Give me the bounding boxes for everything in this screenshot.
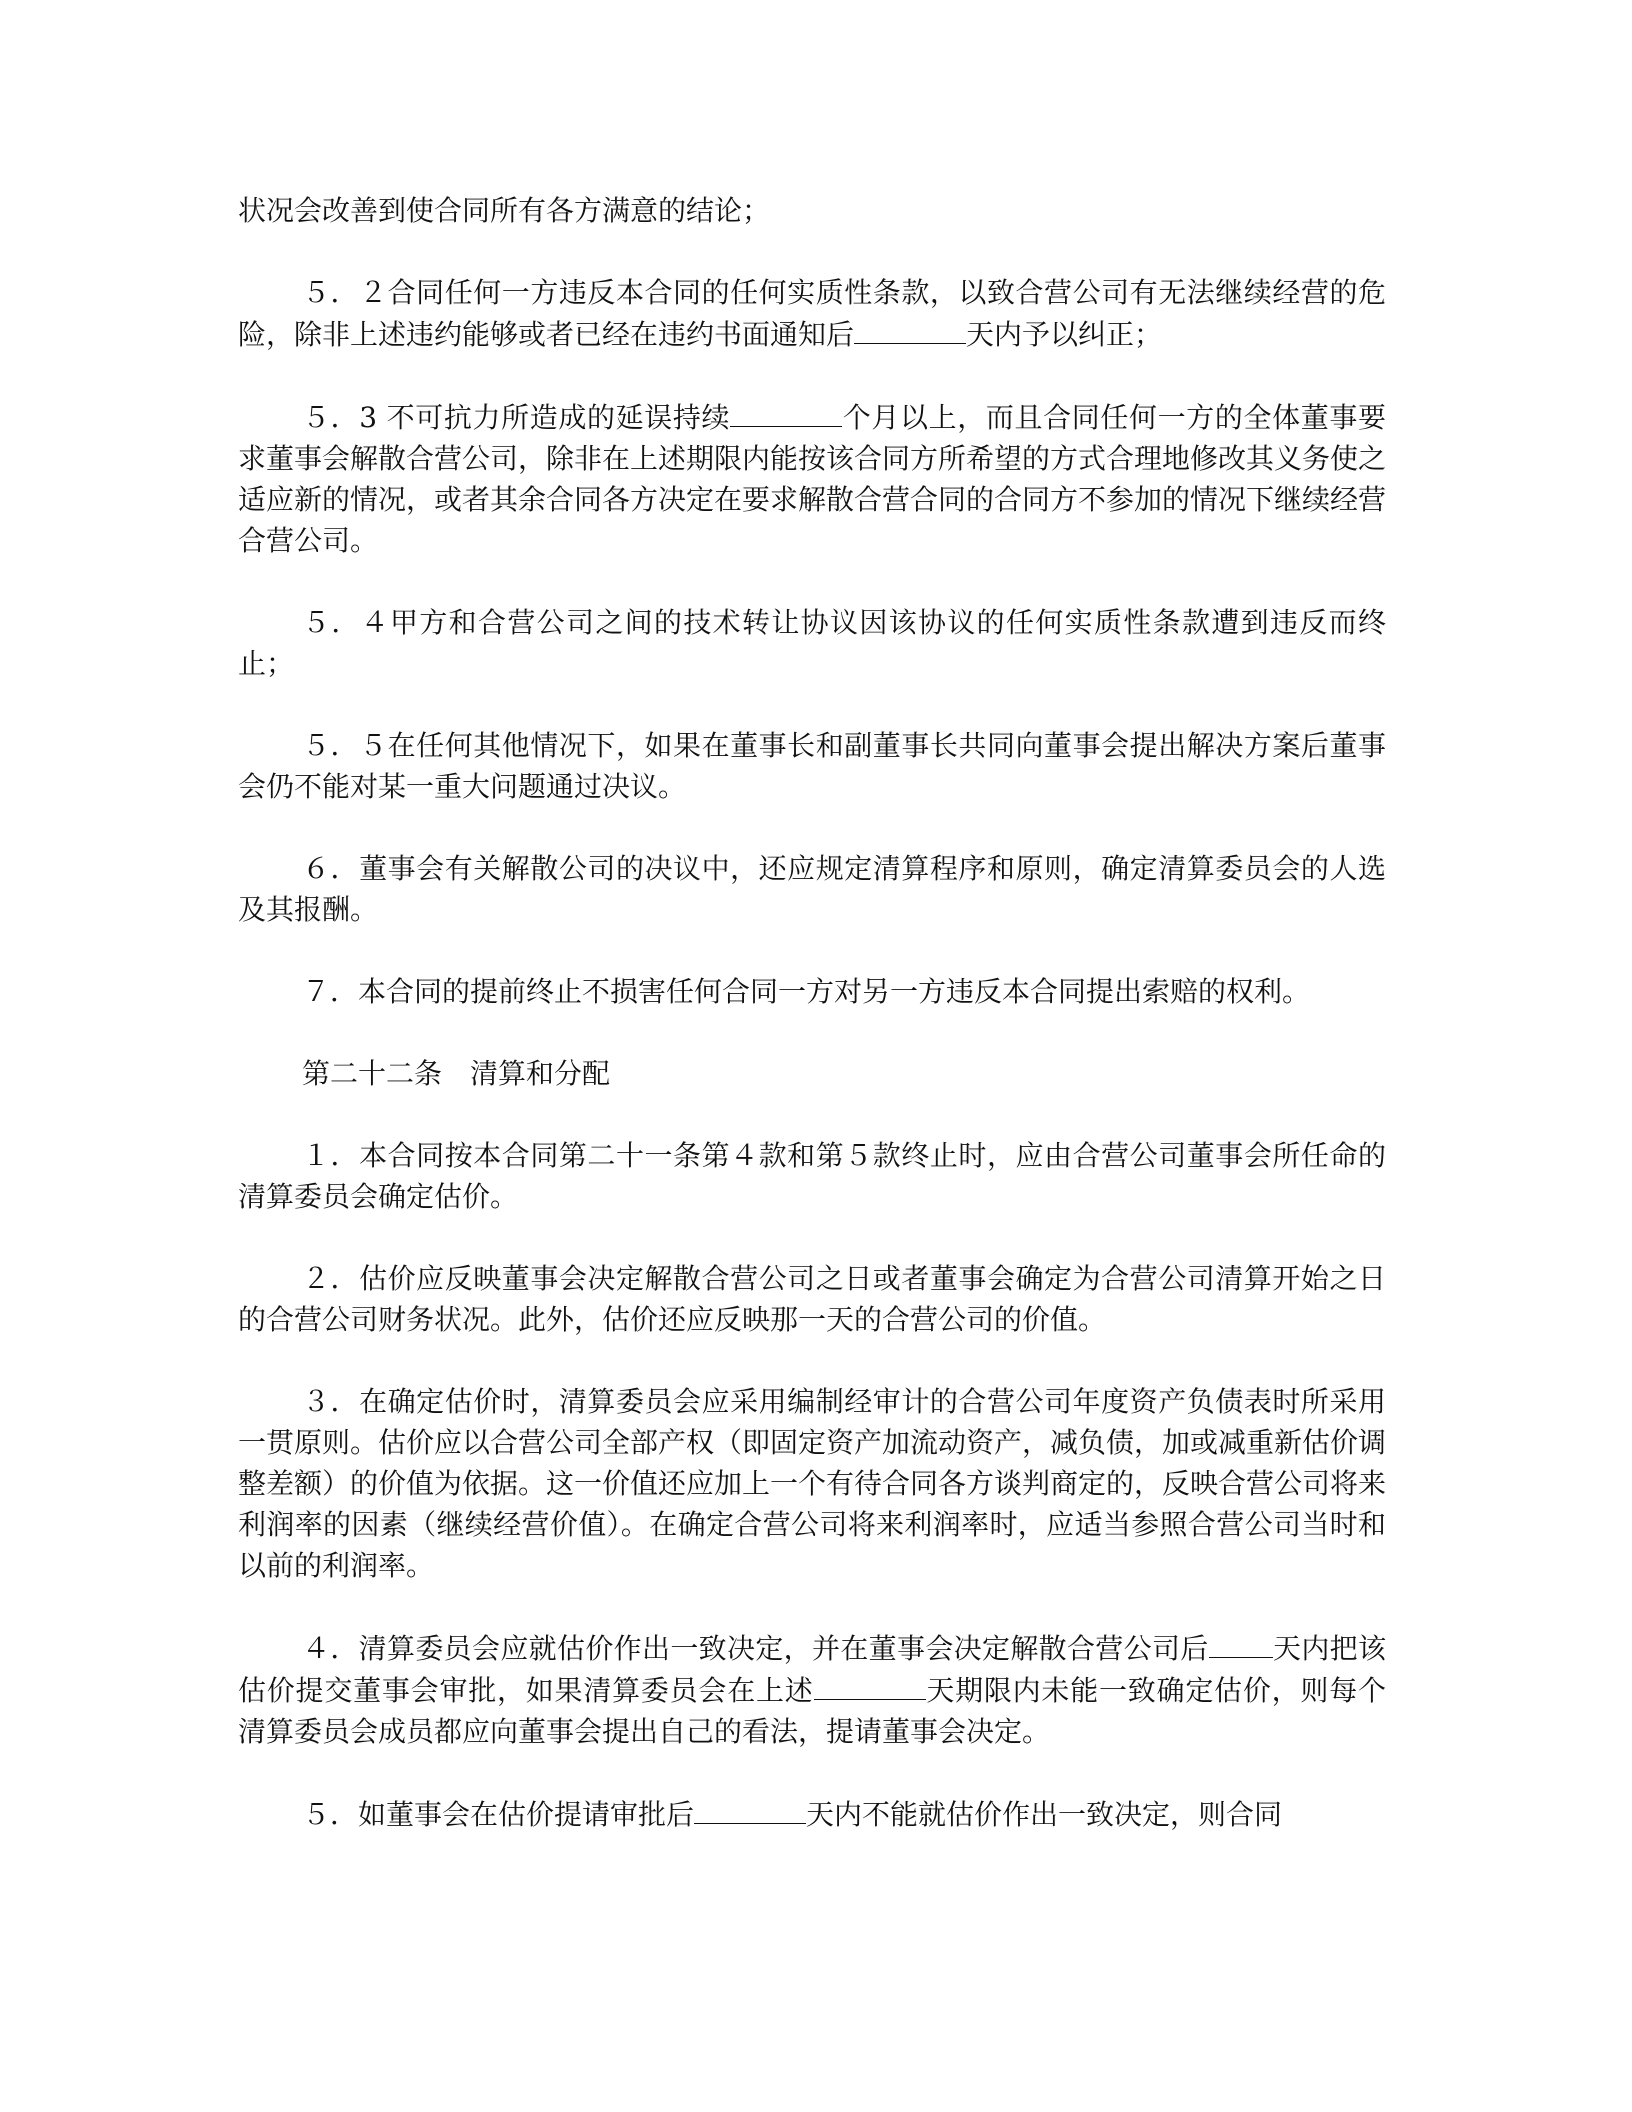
clause-5-4 <box>238 602 1386 684</box>
paragraph-text: ６．董事会有关解散公司的决议中，还应规定清算程序和原则，确定清算委员会的人选及其报酬。 <box>238 852 1386 926</box>
fill-in-blank <box>814 1669 926 1700</box>
clause-22-1 <box>238 1135 1386 1217</box>
article-heading <box>238 1053 1386 1094</box>
fill-in-blank <box>1209 1627 1273 1658</box>
clause-5-3 <box>238 396 1386 561</box>
paragraph-text: ５．如董事会在估价提请审批后 <box>302 1798 695 1831</box>
paragraph-text: 天内不能就估价作出一致决定，则合同 <box>806 1798 1283 1831</box>
fill-in-blank <box>854 313 966 344</box>
paragraph-text: ５．４甲方和合营公司之间的技术转让协议因该协议的任何实质性条款遭到违反而终止； <box>238 606 1386 680</box>
paragraph-text: 状况会改善到使合同所有各方满意的结论； <box>238 194 771 227</box>
fill-in-blank <box>730 396 842 427</box>
clause-5-5 <box>238 725 1386 807</box>
paragraph-text: 天内把该估价提交董事会审批，如果清算委员会在上述 <box>238 1632 1386 1707</box>
clause-22-3 <box>238 1381 1386 1586</box>
document-body <box>238 190 1386 1876</box>
clause-22-4 <box>238 1627 1386 1752</box>
paragraph-text: 个月以上，而且合同任何一方的全体董事要求董事会解散合营公司，除非在上述期限内能按该合同方所希望的方式合理地修改其义务使之适应新的情况，或者其余合同各方决定在要求解散合营合同的合同方不参加的情况下继续经营合营公司。 <box>238 401 1387 557</box>
paragraph-text: ３．在确定估价时，清算委员会应采用编制经审计的合营公司年度资产负债表时所采用一贯原则。估价应以合营公司全部产权（即固定资产加流动资产，减负债，加或减重新估价调整差额）的价值为依据。这一价值还应加上一个有待合同各方谈判商定的，反映合营公司将来利润率的因素（继续经营价值）。在确定合营公司将来利润率时，应适当参照合营公司当时和以前的利润率。 <box>238 1385 1387 1582</box>
paragraph-continuation <box>238 190 1386 231</box>
paragraph-text: ５．２合同任何一方违反本合同的任何实质性条款，以致合营公司有无法继续经营的危险，除非上述违约能够或者已经在违约书面通知后 <box>238 276 1386 351</box>
paragraph-text: 天内予以纠正； <box>966 318 1163 351</box>
clause-6 <box>238 848 1386 930</box>
paragraph-text: ７．本合同的提前终止不损害任何合同一方对另一方违反本合同提出索赔的权利。 <box>302 975 1311 1008</box>
paragraph-text: ５．3 不可抗力所造成的延误持续 <box>302 401 731 434</box>
fill-in-blank <box>694 1793 806 1824</box>
clause-22-2 <box>238 1258 1386 1340</box>
paragraph-text: ５．５在任何其他情况下，如果在董事长和副董事长共同向董事会提出解决方案后董事会仍不能对某一重大问题通过决议。 <box>238 729 1386 803</box>
paragraph-text: 天期限内未能一致确定估价，则每个清算委员会成员都应向董事会提出自己的看法，提请董事会决定。 <box>238 1674 1386 1748</box>
paragraph-text: ２．估价应反映董事会决定解散合营公司之日或者董事会确定为合营公司清算开始之日的合营公司财务状况。此外，估价还应反映那一天的合营公司的价值。 <box>238 1262 1386 1336</box>
paragraph-text: １．本合同按本合同第二十一条第４款和第５款终止时，应由合营公司董事会所任命的清算委员会确定估价。 <box>238 1139 1386 1213</box>
heading-text: 第二十二条 清算和分配 <box>302 1057 611 1090</box>
clause-7 <box>238 971 1386 1012</box>
clause-5-2 <box>238 272 1386 355</box>
paragraph-text: ４．清算委员会应就估价作出一致决定，并在董事会决定解散合营公司后 <box>302 1632 1209 1665</box>
clause-22-5 <box>238 1793 1386 1835</box>
